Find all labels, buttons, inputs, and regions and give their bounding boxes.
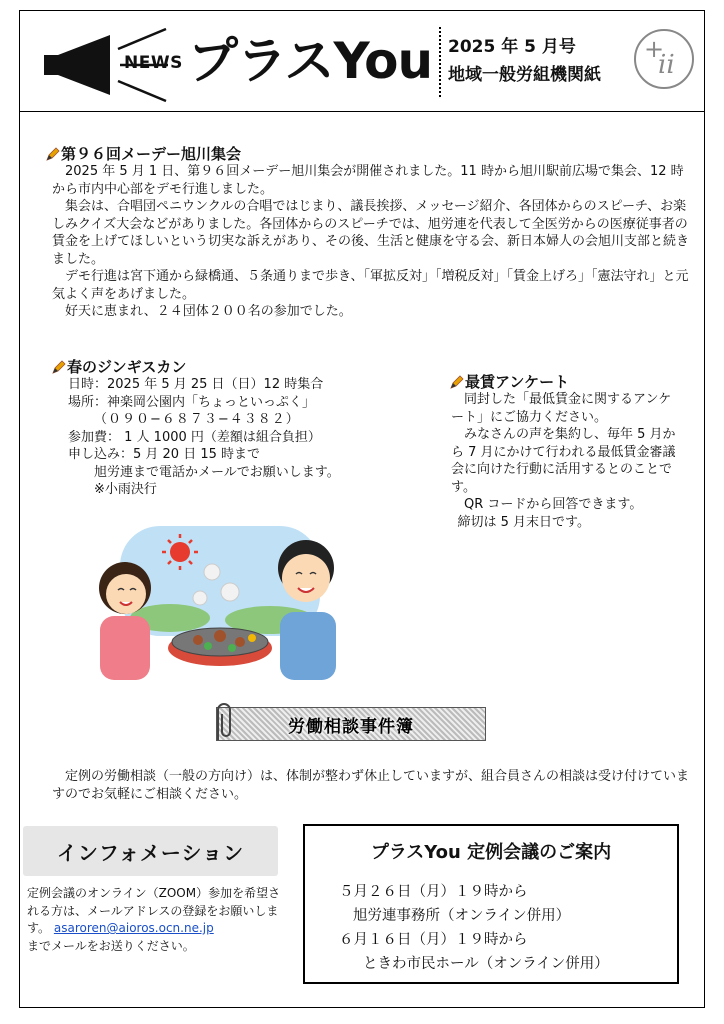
survey-para-2: みなさんの声を集約し、毎年 5 月から 7 月にかけて行われる最低賃金審議会に向けた行動に活用するとのことです。	[451, 427, 676, 495]
mayday-para-2: 集会は、合唱団ペニウンクルの合唱ではじまり、議長挨拶、メッセージ紹介、各団体からのスピーチ、お楽しみクイズ大会などがありました。各団体からのスピーチでは、旭労連を代表して全医労からの医療従事者の賃金を上げてほしいという切実な訴えがあり、その後、生活と健康を守る会、新日本婦人の会旭川支部と続きました。	[52, 199, 690, 267]
paperclip-icon	[210, 700, 234, 744]
survey-para-4: 締切は 5 月末日です。	[457, 514, 590, 530]
mayday-para-3: デモ行進は宮下通から緑橋通、５条通りまで歩き、「軍拡反対」「増税反対」「賃金上げろ」「憲法守れ」と元気よく声をあげました。	[52, 269, 689, 302]
mayday-para-4: 好天に恵まれ、２４団体２００名の参加でした。	[65, 304, 352, 319]
meeting-title: プラスYou 定例会議のご案内	[370, 842, 612, 863]
bbq-title: 春のジンギスカン	[67, 358, 187, 376]
information-body-after: までメールをお送りください。	[27, 938, 195, 953]
pencil-icon	[450, 375, 464, 389]
contact-email-link[interactable]: asaroren@aioros.ocn.ne.jp	[53, 921, 214, 935]
mayday-heading	[46, 143, 241, 164]
information-text	[27, 885, 287, 955]
survey-heading	[450, 371, 569, 392]
logo-plus: +	[644, 35, 665, 63]
survey-body	[451, 391, 677, 531]
pencil-icon	[46, 147, 60, 161]
bbq-illustration	[80, 520, 350, 680]
news-label: NEWS	[124, 53, 183, 73]
consult-paragraph: 定例の労働相談（一般の方向け）は、体制が整わず休止していますが、組合員さんの相談は受け付けていますのでお気軽にご相談ください。	[52, 769, 690, 802]
bbq-heading	[52, 356, 186, 377]
issue-info	[448, 33, 601, 89]
meeting-date-1: ５月２６日（月）１９時から	[339, 884, 528, 900]
information-banner	[23, 826, 278, 876]
bbq-contact: 旭労連まで電話かメールでお願いします。	[94, 464, 340, 480]
mayday-para-1: 2025 年 5 月 1 日、第９６回メーデー旭川集会が開催されました。11 時から旭川駅前広場で集会、12 時から市内中心部をデモ行進しました。	[52, 164, 684, 197]
organization-name: 地域一般労組機関紙	[448, 65, 601, 85]
header-divider	[439, 27, 441, 97]
bbq-deadline: 申し込み：5 月 20 日 15 時まで	[68, 447, 261, 462]
bbq-place: 場所：神楽岡公園内「ちょっといっぷく」	[68, 394, 316, 410]
meeting-place-2: ときわ市民ホール（オンライン併用）	[363, 956, 609, 972]
information-banner-label: インフォメーション	[56, 841, 245, 865]
bbq-fee: 参加費： 1 人 1000 円（差額は組合負担）	[68, 429, 321, 445]
meeting-place-1: 旭労連事務所（オンライン併用）	[353, 908, 571, 924]
mayday-title: 第９６回メーデー旭川集会	[61, 145, 242, 163]
bbq-rain-note: ※小雨決行	[94, 482, 157, 497]
pencil-icon	[52, 360, 66, 374]
information-body: 定例会議のオンライン（ZOOM）参加を希望される方は、メールアドレスの登録をお願いします。	[27, 886, 281, 935]
plus-you-logo	[632, 27, 696, 91]
newsletter-title: プラスYou	[188, 32, 433, 90]
survey-title: 最賃アンケート	[465, 373, 570, 391]
consult-banner-label: 労働相談事件簿	[288, 717, 414, 737]
bbq-phone: （０９０−６８７３−４３８２）	[94, 412, 300, 427]
mayday-body	[52, 163, 692, 321]
consult-text	[52, 768, 692, 803]
survey-para-1: 同封した「最低賃金に関するアンケート」にご協力ください。	[451, 392, 672, 425]
bbq-body	[68, 376, 428, 499]
issue-date: 2025 年 5 月号	[448, 37, 576, 57]
woman-figure	[99, 562, 151, 680]
meeting-notice-box	[303, 824, 679, 984]
bbq-datetime: 日時：2025 年 5 月 25 日（日）12 時集合	[68, 377, 324, 392]
masthead	[20, 11, 704, 112]
meeting-date-2: ６月１６日（月）１９時から	[339, 932, 528, 948]
logo-ii: ii	[658, 50, 675, 80]
consult-banner	[216, 707, 486, 741]
survey-para-3: QR コードから回答できます。	[464, 497, 643, 512]
